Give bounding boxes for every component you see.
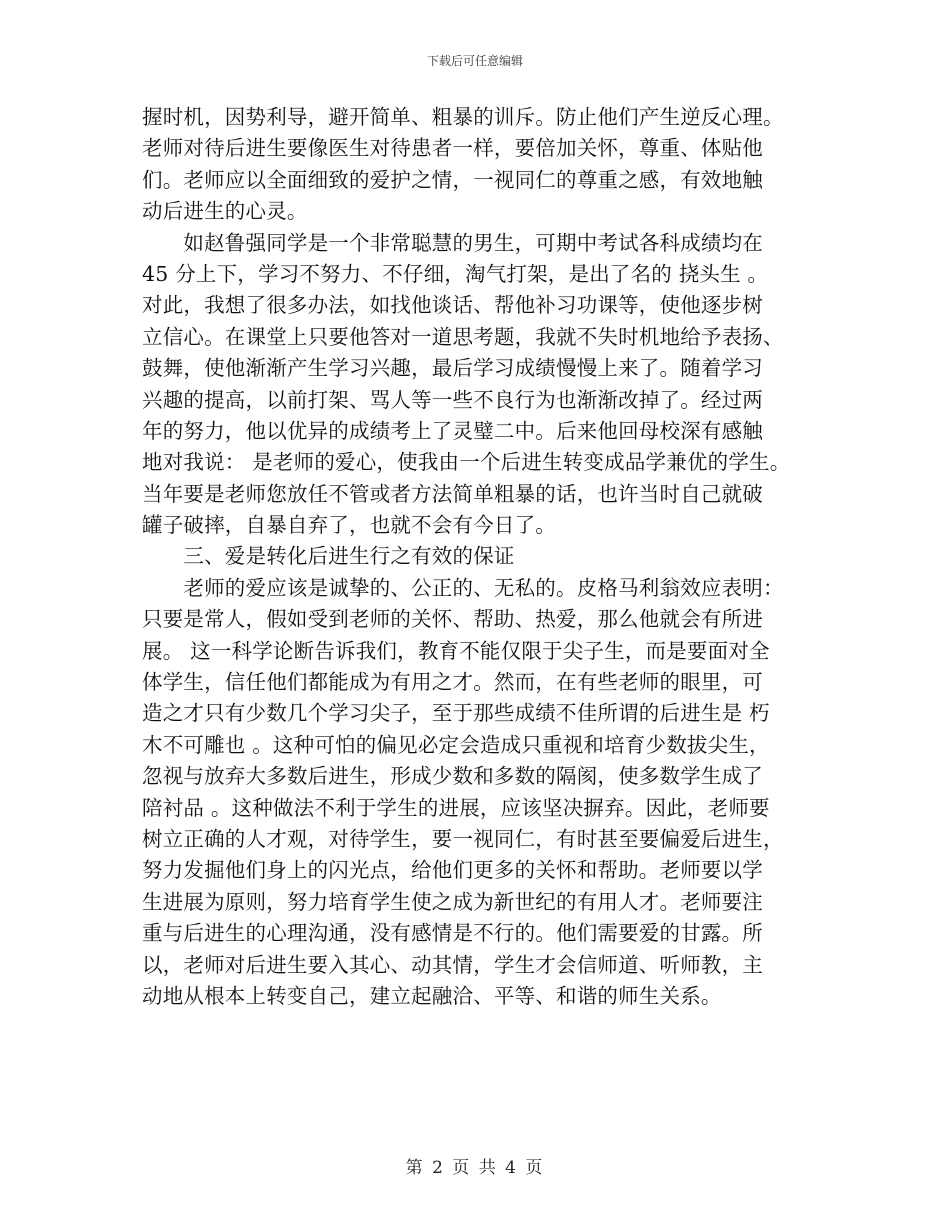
document-body: [142, 102, 832, 1012]
text-line: 动后进生的心灵。: [142, 199, 308, 224]
text-line: 老师对待后进生要像医生对待患者一样，要倍加关怀，尊重、体贴他: [142, 136, 763, 161]
text-line: 立信心。在课堂上只要他答对一道思考题，我就不失时机地给予表扬、: [142, 324, 784, 349]
text-line: 木不可雕也 。这种可怕的偏见必定会造成只重视和培育少数拔尖生，: [142, 732, 770, 757]
text-line: 陪衬品 。这种做法不利于学生的进展，应该坚决摒弃。因此，老师要: [142, 795, 770, 820]
text-line: 树立正确的人才观，对待学生，要一视同仁，有时甚至要偏爱后进生，: [142, 826, 784, 851]
text-line: 如赵鲁强同学是一个非常聪慧的男生，可期中考试各科成绩均在: [142, 230, 763, 255]
text-line: 兴趣的提高，以前打架、骂人等一些不良行为也渐渐改掉了。经过两: [142, 387, 763, 412]
text-line: 们。老师应以全面细致的爱护之情，一视同仁的尊重之感，有效地触: [142, 167, 763, 192]
text-line: 忽视与放弃大多数后进生，形成少数和多数的隔阂，使多数学生成了: [142, 764, 763, 789]
text-line: 罐子破摔，自暴自弃了，也就不会有今日了。: [142, 513, 556, 538]
text-line: 老师的爱应该是诚挚的、公正的、无私的。皮格马利翁效应表明：: [142, 575, 784, 600]
text-line: 只要是常人，假如受到老师的关怀、帮助、热爱，那么他就会有所进: [142, 607, 763, 632]
text-line: 造之才只有少数几个学习尖子，至于那些成绩不佳所谓的后进生是 朽: [142, 701, 770, 726]
text-line: 年的努力，他以优异的成绩考上了灵璧二中。后来他回母校深有感触: [142, 418, 763, 443]
section-heading: 三、爱是转化后进生行之有效的保证: [142, 544, 515, 569]
text-line: 生进展为原则，努力培育学生使之成为新世纪的有用人才。老师要注: [142, 889, 763, 914]
text-line: 地对我说： 是老师的爱心，使我由一个后进生转变成品学兼优的学生。: [142, 450, 791, 475]
text-line: 鼓舞，使他渐渐产生学习兴趣，最后学习成绩慢慢上来了。随着学习: [142, 356, 763, 381]
text-line: 对此，我想了很多办法，如找他谈话、帮他补习功课等，使他逐步树: [142, 293, 763, 318]
text-line: 握时机，因势利导，避开简单、粗暴的训斥。防止他们产生逆反心理。: [142, 105, 784, 129]
text-line: 以，老师对后进生要入其心、动其情，学生才会信师道、听师教，主: [142, 952, 763, 977]
text-line: 展。 这一科学论断告诉我们，教育不能仅限于尖子生，而是要面对全: [142, 638, 770, 663]
text-line: 努力发掘他们身上的闪光点，给他们更多的关怀和帮助。老师要以学: [142, 858, 763, 883]
text-line: 45 分上下，学习不努力、不仔细，淘气打架，是出了名的 挠头生 。: [142, 261, 769, 286]
page-footer: 第 2 页 共 4 页: [405, 1158, 545, 1178]
page-header: 下载后可任意编辑: [426, 54, 523, 68]
text-line: 当年要是老师您放任不管或者方法简单粗暴的话，也许当时自己就破: [142, 481, 763, 506]
text-line: 动地从根本上转变自己，建立起融洽、平等、和谐的师生关系。: [142, 983, 722, 1008]
text-line: 体学生，信任他们都能成为有用之才。然而，在有些老师的眼里，可: [142, 670, 763, 695]
text-line: 重与后进生的心理沟通，没有感情是不行的。他们需要爱的甘露。所: [142, 921, 763, 946]
